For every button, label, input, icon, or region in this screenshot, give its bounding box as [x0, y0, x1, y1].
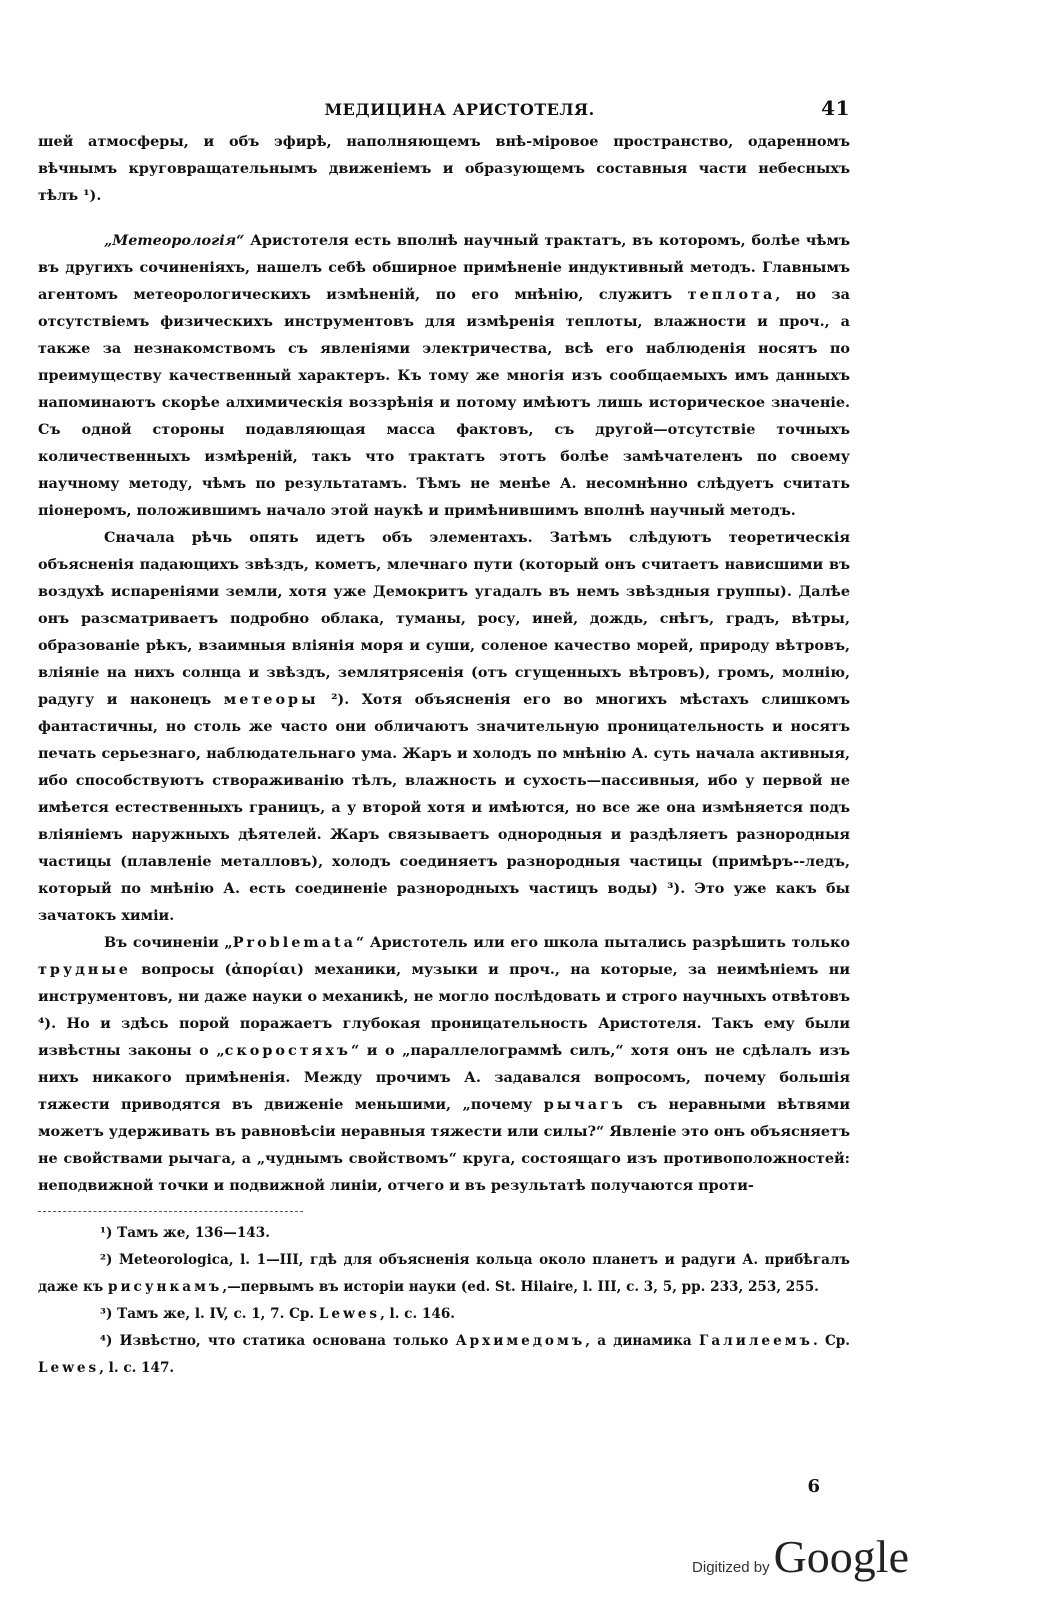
paragraph-elements: Сначала рѣчь опять идетъ объ элементахъ. Затѣмъ слѣдуютъ теоретическія объясненія падающихъ звѣздъ, кометъ, млечнаго пути (который онъ считаетъ нависшими въ воздухѣ испареніями земли, хотя уже Демокритъ угадалъ въ немъ звѣздныя группы). Далѣе онъ разсматриваетъ подробно облака, туманы, росу, иней, дождь, снѣгъ, градъ, вѣтры, образованіе рѣкъ, взаимныя вліянія моря и суши, соленое качество морей, природу вѣтровъ, вліяніе на нихъ солнца и звѣздъ, землятрясенія (отъ сгущенныхъ вѣтровъ), громъ, молнію, радугу и наконецъ метеоры ²). Хотя объясненія его во многихъ мѣстахъ слишкомъ фантастичны, но столь же часто они обличаютъ значительную проницательность и носятъ печать серьезнаго, наблюдательнаго ума. Жаръ и холодъ по мнѣнію А. суть начала активныя, ибо способствуютъ створаживанію тѣлъ, влажность и сухость—пассивныя, ибо у первой не имѣется естественныхъ границъ, а у второй хотя и имѣются, но все же она измѣняется подъ вліяніемъ наружныхъ дѣятелей. Жаръ связываетъ однородныя и раздѣляетъ разнородныя частицы (плавленіе металловъ), холодъ соединяетъ разнородныя частицы (примѣръ--ледъ, который по мнѣнію А. есть соединеніе разнородныхъ частицъ воды) ³). Это уже какъ бы зачатокъ химіи. — [38, 529, 850, 924]
spaced-term: Архимедомъ — [455, 1333, 586, 1349]
spaced-term: рисункамъ — [107, 1279, 223, 1295]
footnote-1: ¹) Тамъ же, 136—143. — [100, 1225, 270, 1241]
spaced-term: теплота — [687, 286, 776, 303]
spaced-term: метеоры — [223, 691, 319, 708]
footnote-3: ³) Тамъ же, l. IV, c. 1, 7. Ср. Lewes, l. c. 146. — [100, 1306, 456, 1322]
paragraph-continuation: шей атмосферы, и объ эфирѣ, наполняющемъ внѣ-міровое пространство, одаренномъ вѣчнымъ круговращательнымъ движеніемъ и образующемъ составныя части небесныхъ тѣлъ ¹). — [38, 133, 850, 204]
page-number: 41 — [821, 96, 850, 120]
body-text — [38, 128, 850, 1199]
footnote-divider — [38, 1211, 303, 1212]
spaced-term: Lewes — [38, 1360, 100, 1376]
spaced-term: Problemata — [232, 934, 356, 951]
footnote-4: ⁴) Извѣстно, что статика основана только Архимедомъ, а динамика Галилеемъ. Ср. Lewes, l. c. 147. — [38, 1333, 851, 1376]
spaced-term: скоростяхъ — [224, 1042, 351, 1059]
spaced-term: рычагъ — [543, 1096, 626, 1113]
running-header — [38, 96, 850, 120]
footnotes — [38, 1220, 850, 1382]
google-logo: Google — [773, 1531, 909, 1582]
spaced-term: Галилеемъ — [698, 1333, 813, 1349]
footnote-2: ²) Meteorologica, l. 1—III, гдѣ для объясненія кольца около планетъ и радуги А. прибѣгалъ даже къ рисункамъ,—первымъ въ исторіи науки (ed. St. Hilaire, l. III, c. 3, 5, pp. 233, 253, 255. — [38, 1252, 850, 1295]
book-page — [38, 96, 850, 1382]
paragraph-problemata: Въ сочиненіи „Problemata“ Аристотель или его школа пытались разрѣшить только трудные вопросы (ἀπορίαι) механики, музыки и проч., на которые, за неимѣніемъ ни инструментовъ, ни даже науки о механикѣ, не могло послѣдовать и строго научныхъ отвѣтовъ ⁴). Но и здѣсь порой поражаетъ глубокая проницательность Аристотеля. Такъ ему были извѣстны законы о „скоростяхъ“ и о „параллелограммѣ силъ,“ хотя онъ не сдѣлалъ изъ нихъ никакого примѣненія. Между прочимъ А. задавался вопросомъ, почему большія тяжести приводятся въ движеніе меньшими, „почему рычагъ съ неравными вѣтвями можетъ удерживать въ равновѣсіи неравныя тяжести или силы?“ Явленіе это онъ объясняетъ не свойствами рычага, а „чуднымъ свойствомъ“ круга, состоящаго изъ противоположностей: неподвижной точки и подвижной линіи, отчего и въ результатѣ получаются проти- — [38, 934, 850, 1194]
signature-mark: 6 — [807, 1476, 820, 1497]
digitized-watermark — [692, 1530, 909, 1583]
paragraph-meteorologica: „Метеорологія“ Аристотеля есть вполнѣ научный трактатъ, въ которомъ, болѣе чѣмъ въ другихъ сочиненіяхъ, нашелъ себѣ обширное примѣненіе индуктивный методъ. Главнымъ агентомъ метеорологическихъ измѣненій, по его мнѣнію, служитъ теплота, но за отсутствіемъ физическихъ инструментовъ для измѣренія теплоты, влажности и проч., а также за незнакомствомъ съ явленіями электричества, всѣ его наблюденія носятъ по преимуществу качественный характеръ. Къ тому же многія изъ сообщаемыхъ имъ данныхъ напоминаютъ скорѣе алхимическія воззрѣнія и потому имѣютъ лишь историческое значеніе. Съ одной стороны подавляющая масса фактовъ, съ другой—отсутствіе точныхъ количественныхъ измѣреній, такъ что трактатъ этотъ болѣе замѣчателенъ по своему научному методу, чѣмъ по результатамъ. Тѣмъ не менѣе А. несомнѣнно слѣдуетъ считать піонеромъ, положившимъ начало этой наукѣ и примѣнившимъ вполнѣ научный методъ. — [38, 232, 851, 519]
book-title-italic: „Метеорологія“ — [104, 232, 245, 249]
watermark-prefix: Digitized by — [692, 1559, 770, 1576]
spaced-term: Lewes — [318, 1306, 381, 1322]
spaced-term: трудные — [38, 961, 131, 978]
running-title: МЕДИЦИНА АРИСТОТЕЛЯ. — [324, 100, 595, 119]
